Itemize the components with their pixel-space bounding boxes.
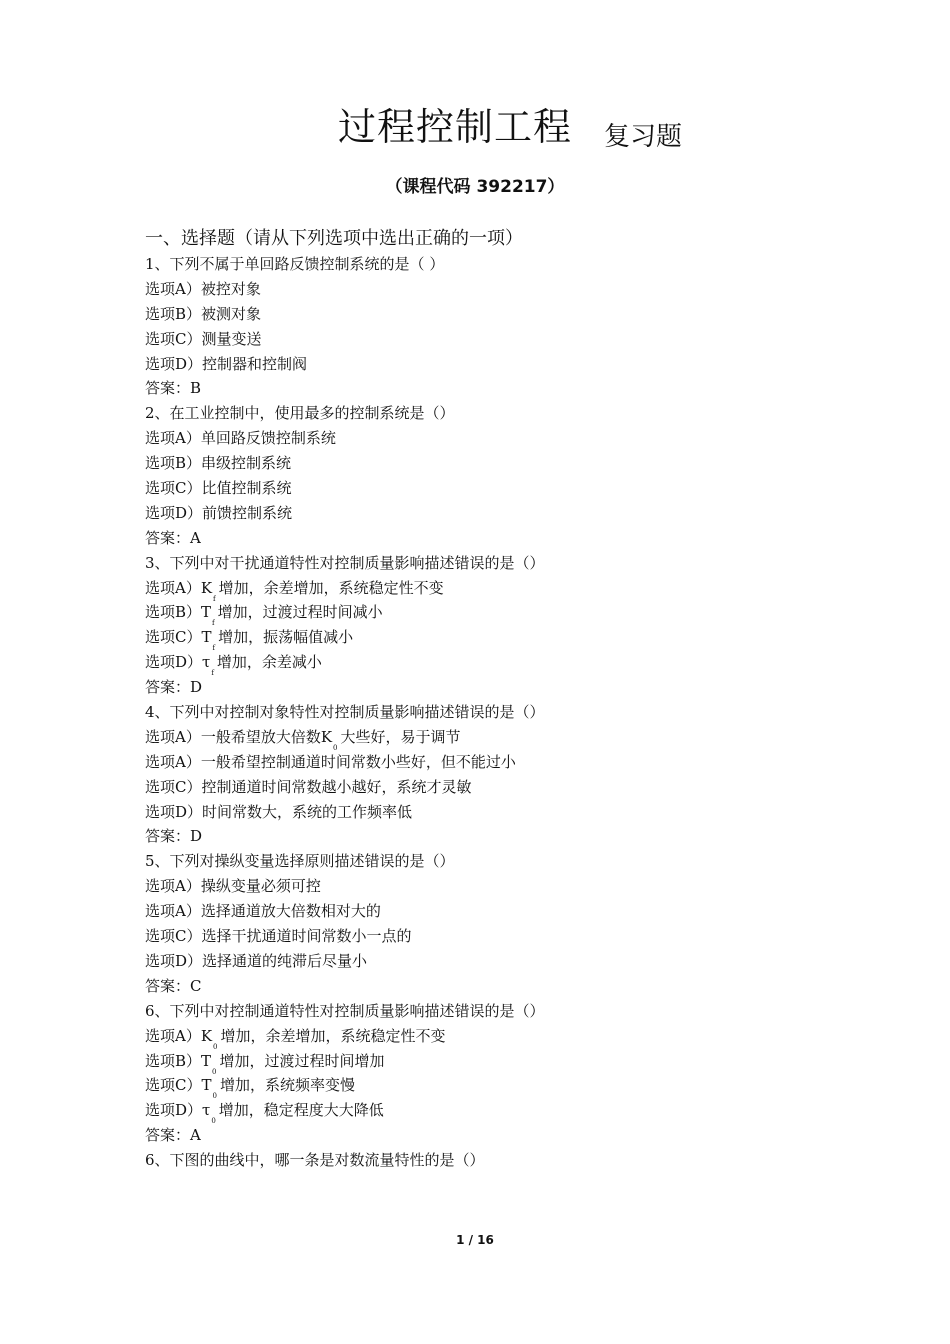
- subscript: f: [213, 594, 216, 603]
- title-row: [0, 92, 950, 162]
- subscript: 0: [213, 1042, 218, 1051]
- question-line: 选项A）被控对象: [145, 279, 261, 298]
- subscript: 0: [333, 743, 338, 752]
- line-text: 增加，振荡幅值减小: [218, 628, 354, 647]
- question-line: [145, 576, 845, 601]
- section-title: 一、选择题（请从下列选项中选出正确的一项）: [145, 228, 523, 249]
- line-text: 大些好，易于调节: [340, 727, 461, 746]
- line-text: 选项C）T: [145, 1076, 212, 1095]
- line-text: 增加，过渡过程时间减小: [217, 603, 383, 622]
- line-text: 选项B）T: [145, 1051, 212, 1070]
- line-text: 选项A）K: [145, 1026, 213, 1045]
- question-line: 选项A）单回路反馈控制系统: [145, 429, 336, 448]
- line-text: 选项A）K: [145, 578, 213, 597]
- question-line: 1、下列不属于单回路反馈控制系统的是（ ）: [145, 255, 445, 273]
- question-line: 6、下图的曲线中，哪一条是对数流量特性的是（）: [145, 1151, 485, 1170]
- subscript: 0: [212, 1067, 217, 1076]
- line-text: 选项B）T: [145, 603, 212, 622]
- question-line: 答案：B: [145, 379, 202, 398]
- question-line: 选项B）被测对象: [145, 304, 262, 323]
- question-line: 5、下列对操纵变量选择原则描述错误的是（）: [145, 852, 455, 871]
- question-line: 选项C）选择干扰通道时间常数小一点的: [145, 927, 412, 946]
- document-subtitle: 复习题: [604, 122, 683, 152]
- page-number: 1 / 16: [456, 1233, 494, 1247]
- subscript: 0: [212, 1092, 217, 1101]
- question-line: 选项D）前馈控制系统: [145, 503, 293, 522]
- question-line: 答案：A: [145, 528, 201, 547]
- line-text: 选项C）T: [145, 628, 212, 647]
- line-text: 增加，系统频率变慢: [219, 1076, 355, 1095]
- question-line: [145, 725, 845, 750]
- line-text: 选项D）τ: [145, 653, 211, 672]
- course-code: （课程代码 392217）: [385, 177, 565, 197]
- line-text: 增加，余差增加，系统稳定性不变: [218, 578, 444, 597]
- question-line: [145, 650, 845, 678]
- question-line: 选项D）选择通道的纯滞后尽量小: [145, 951, 368, 970]
- question-line: 选项D）时间常数大，系统的工作频率低: [145, 802, 413, 821]
- question-line: 答案：D: [145, 678, 203, 697]
- question-content: [145, 226, 845, 1173]
- question-line: 选项A）一般希望控制通道时间常数小些好，但不能过小: [145, 752, 516, 771]
- question-line: 选项C）比值控制系统: [145, 479, 292, 498]
- question-line: [145, 1098, 845, 1126]
- question-line: 选项C）控制通道时间常数越小越好，系统才灵敏: [145, 777, 472, 796]
- question-line: 3、下列中对干扰通道特性对控制质量影响描述错误的是（）: [145, 553, 545, 572]
- question-line: [145, 1024, 845, 1049]
- line-text: 增加，过渡过程时间增加: [219, 1051, 385, 1070]
- question-line: 答案：D: [145, 827, 203, 846]
- question-line: 2、在工业控制中，使用最多的控制系统是（）: [145, 404, 455, 423]
- question-line: 选项A）操纵变量必须可控: [145, 877, 321, 896]
- question-line: 答案：C: [145, 976, 202, 995]
- question-line: [145, 600, 845, 628]
- line-text: 增加，余差增加，系统稳定性不变: [220, 1026, 446, 1045]
- question-line: 选项D）控制器和控制阀: [145, 354, 308, 373]
- subscript: f: [212, 619, 215, 628]
- document-title: 过程控制工程: [338, 105, 573, 149]
- subscript: f: [212, 644, 216, 653]
- question-list: [145, 252, 845, 1173]
- question-line: 选项B）串级控制系统: [145, 454, 292, 473]
- line-text: 选项A）一般希望放大倍数K: [145, 727, 333, 746]
- question-line: [145, 625, 845, 653]
- question-line: 4、下列中对控制对象特性对控制质量影响描述错误的是（）: [145, 703, 545, 722]
- question-line: [145, 1049, 845, 1074]
- line-text: 增加，稳定程度大大降低: [218, 1101, 384, 1120]
- subscript: f: [211, 669, 214, 678]
- question-line: 6、下列中对控制通道特性对控制质量影响描述错误的是（）: [145, 1001, 545, 1020]
- subscript: 0: [211, 1117, 216, 1126]
- line-text: 选项D）τ: [145, 1101, 211, 1120]
- question-line: 选项A）选择通道放大倍数相对大的: [145, 902, 381, 921]
- question-line: 答案：A: [145, 1126, 201, 1145]
- question-line: [145, 1073, 845, 1101]
- line-text: 增加，余差减小: [216, 653, 322, 672]
- question-line: 选项C）测量变送: [145, 329, 262, 348]
